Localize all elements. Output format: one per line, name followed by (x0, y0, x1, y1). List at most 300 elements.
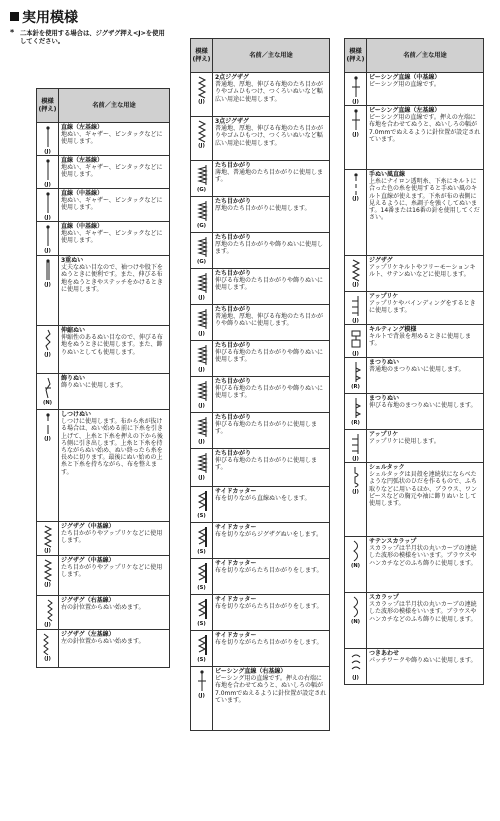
pattern-cell (37, 522, 59, 556)
pattern-cell (191, 161, 213, 197)
side-cutter-icon (191, 525, 212, 549)
pattern-cell (345, 170, 367, 256)
presser-foot-label: (J) (198, 403, 205, 409)
description-cell (367, 256, 484, 292)
presser-foot-label: (S) (197, 513, 206, 519)
side-cutter-icon (191, 489, 212, 513)
table-header-row (345, 39, 484, 73)
table-row (345, 394, 484, 430)
pattern-cell (37, 596, 59, 630)
description-cell (367, 649, 484, 685)
stitch-usage: 布を切りながらたち目かがりをします。 (215, 639, 323, 647)
overcast-icon (191, 379, 212, 403)
table-row (37, 156, 170, 189)
description-cell (213, 559, 330, 595)
stitch-name: スカラップ (369, 594, 399, 601)
stitch-usage: 普通地のまつりぬいに使用します。 (369, 366, 465, 374)
twin-needle-note: * 二本針を使用する場合は、ジグザグ押え<J>を使用してください。 (10, 28, 165, 45)
pattern-cell (37, 222, 59, 256)
presser-foot-label: (J) (198, 367, 205, 373)
joining-icon (345, 651, 366, 675)
stitch-usage: 地ぬい、ギャザー、ピンタックなどに使用します。 (61, 230, 163, 245)
straight-stitch-icon (37, 125, 58, 149)
header-name-cell: 名前／主な用途 (59, 89, 170, 123)
pattern-cell (345, 537, 367, 593)
pattern-cell (191, 341, 213, 377)
description-cell (59, 556, 170, 596)
stitch-name: まつりぬい (369, 395, 400, 402)
table-row (345, 649, 484, 685)
stitch-usage: 普通地、厚地、伸びる布地のたち目かがりやゴムひもつけ、つくろいぬいなど幅広い用途に使用します。 (215, 81, 324, 103)
stitch-name: ジグザグ (369, 257, 393, 264)
table-row (191, 341, 330, 377)
stitch-name: サイドカッター (215, 524, 257, 531)
description-cell (367, 106, 484, 170)
description-cell (59, 374, 170, 410)
stitch-name: ジグザグ（右基線） (61, 597, 115, 604)
description-cell (367, 430, 484, 463)
stitch-name: 直線（左基線） (61, 124, 104, 131)
presser-foot-label: (R) (351, 420, 360, 426)
stretch-stitch-icon (37, 328, 58, 352)
description-cell (213, 631, 330, 667)
shell-tuck-icon (345, 465, 366, 489)
overcast-icon (191, 415, 212, 439)
stitch-name: たち目かがり (215, 162, 252, 169)
stitch-usage: キルトで背景を埋めるときに使用します。 (369, 333, 471, 348)
table-row (345, 537, 484, 593)
table-row (191, 413, 330, 449)
applique-icon (345, 432, 366, 456)
piecing-icon (345, 108, 366, 132)
presser-foot-label: (J) (44, 436, 51, 442)
table-row (345, 463, 484, 537)
presser-foot-label: (G) (197, 187, 206, 193)
stitch-name: たち目かがり (215, 306, 252, 313)
stitch-name: たち目かがり (215, 234, 252, 241)
straight-stitch-icon (37, 224, 58, 248)
presser-foot-label: (J) (352, 675, 359, 681)
stitch-usage: 厚地のたち目かがりや飾りぬいに使用します。 (215, 241, 324, 256)
table-row (37, 596, 170, 630)
pattern-cell (345, 430, 367, 463)
header-name-cell: 名前／主な用途 (367, 39, 484, 73)
stitch-name: 飾りぬい (61, 375, 86, 382)
stitch-name: 直線（中基線） (61, 223, 104, 230)
stitch-name: たち目かがり (215, 342, 252, 349)
description-cell (59, 156, 170, 189)
overcast-icon (191, 271, 212, 295)
pattern-cell (345, 106, 367, 170)
presser-foot-label: (J) (198, 475, 205, 481)
presser-foot-label: (J) (352, 196, 359, 202)
pattern-cell (191, 413, 213, 449)
presser-foot-label: (J) (44, 622, 51, 628)
description-cell (213, 449, 330, 487)
stitch-usage: アップリケやバインディングをするときに使用します。 (369, 300, 476, 315)
stitch-usage: ピーシング用の直線です。押えの右端に布地を合わせてぬうと、ぬいしろの幅が7.0mmでぬえるように針位置が設定されています。 (215, 675, 327, 704)
table-row (191, 449, 330, 487)
stitch-usage: たち目かがりやアップリケなどに使用します。 (61, 530, 163, 545)
description-cell (59, 123, 170, 156)
description-cell (367, 73, 484, 106)
header-foot-cell: 模様 (押え) (191, 39, 213, 73)
stitch-usage: 普通地、厚地、伸びる布地のたち目かがりや飾りぬいに使用します。 (215, 313, 324, 328)
stitch-table-3 (344, 38, 484, 685)
square-bullet-icon (10, 12, 19, 21)
pattern-cell (37, 189, 59, 222)
table-row (37, 256, 170, 326)
zigzag-3step-icon (191, 119, 212, 143)
zigzag-icon (37, 524, 58, 548)
table-row (345, 358, 484, 394)
stitch-name: 2点ジグザグ (215, 74, 249, 81)
pattern-cell (191, 523, 213, 559)
presser-foot-label: (J) (44, 582, 51, 588)
description-cell (213, 341, 330, 377)
stitch-usage: 上糸にナイロン透明糸、下糸にキルトに合った色の糸を使用すると手ぬい風のキルト直線が使えます。下糸が布の表側に見えるように、糸調子を強くしてぬいます。14番または16番の針を使用してください。 (369, 178, 480, 222)
presser-foot-label: (R) (351, 384, 360, 390)
presser-foot-label: (J) (44, 182, 51, 188)
stitch-usage: 布を切りながらたち目かがりをします。 (215, 567, 323, 575)
description-cell (213, 161, 330, 197)
stitch-name: サイドカッター (215, 632, 257, 639)
stitch-name: まつりぬい (369, 359, 400, 366)
description-cell (59, 522, 170, 556)
stitch-name: ピーシング直線（中基線） (369, 74, 441, 81)
blind-hem-icon (345, 396, 366, 420)
stitch-name: ジグザグ（中基線） (61, 557, 115, 564)
stitch-usage: 飾りぬいに使用します。 (61, 382, 127, 390)
stitch-usage: スカラップは半月状の丸いカーブの連続した波形の模様をいいます。ブラウスやハンカチなどのふち飾りに使用します。 (369, 545, 477, 567)
table-row (191, 631, 330, 667)
overcast-icon (191, 343, 212, 367)
header-foot-cell: 模様 (押え) (345, 39, 367, 73)
pattern-cell (191, 197, 213, 233)
stitch-name: ピーシング直線（左基線） (369, 107, 441, 114)
overcast-icon (191, 163, 212, 187)
table-row (191, 73, 330, 117)
table-row (191, 523, 330, 559)
table-row (37, 123, 170, 156)
table-row (191, 197, 330, 233)
overcast-icon (191, 307, 212, 331)
table-row (37, 410, 170, 522)
stitch-name: アップリケ (369, 431, 399, 438)
pattern-cell (345, 358, 367, 394)
pattern-cell (191, 559, 213, 595)
blind-hem-icon (345, 360, 366, 384)
stitch-name: 直線（中基線） (61, 190, 104, 197)
presser-foot-label: (J) (352, 489, 359, 495)
table-row (37, 189, 170, 222)
side-cutter-icon (191, 597, 212, 621)
description-cell (213, 197, 330, 233)
pattern-cell (345, 593, 367, 649)
description-cell (59, 410, 170, 522)
quilting-icon (345, 327, 366, 351)
presser-foot-label: (N) (350, 563, 361, 569)
table-header-row (37, 89, 170, 123)
table-row (37, 374, 170, 410)
description-cell (59, 326, 170, 374)
presser-foot-label: (J) (44, 248, 51, 254)
stitch-usage: アップリケに使用します。 (369, 438, 440, 446)
stitch-name: サイドカッター (215, 488, 257, 495)
stitch-name: しつけぬい (61, 411, 92, 418)
presser-foot-label: (J) (44, 149, 51, 155)
presser-foot-label: (J) (352, 99, 359, 105)
description-cell (367, 325, 484, 358)
table-row (37, 556, 170, 596)
pattern-cell (37, 410, 59, 522)
description-cell (367, 292, 484, 325)
table-row (345, 256, 484, 292)
table-row (191, 305, 330, 341)
table-row (345, 292, 484, 325)
presser-foot-label: (S) (197, 549, 206, 555)
presser-foot-label: (S) (197, 585, 206, 591)
stitch-usage: 布を切りながらジグザグぬいをします。 (215, 531, 323, 539)
stitch-table-2 (190, 38, 330, 731)
table-row (191, 161, 330, 197)
description-cell (367, 394, 484, 430)
presser-foot-label: (J) (44, 215, 51, 221)
asterisk-icon: * (10, 28, 15, 37)
presser-foot-label: (J) (44, 656, 51, 662)
zigzag-right-icon (37, 598, 58, 622)
pattern-cell (345, 649, 367, 685)
scallop-icon (345, 539, 366, 563)
description-cell (59, 256, 170, 326)
stitch-usage: ピーシング用の直線です。押えの左端に布地を合わせてぬうと、ぬいしろの幅が7.0mmでぬえるように針位置が設定されています。 (369, 114, 481, 143)
page-title: 実用模様 (10, 7, 78, 27)
stitch-name: たち目かがり (215, 378, 252, 385)
stitch-usage: 右の針位置からぬい始めます。 (61, 604, 145, 612)
pattern-cell (37, 156, 59, 189)
presser-foot-label: (J) (198, 295, 205, 301)
stitch-usage: しつけに使用します。布から糸が抜ける場合は、ぬい始める前に下糸を引き上げて、上糸と下糸を押えの下から後ろ側に引き出します。上糸と下糸を持ちながらぬい始め、ぬい終ったら糸を長めに切ります。最後にぬい始めの上糸と下糸を持ちながら、布を整えます。 (61, 418, 164, 476)
pattern-cell (345, 394, 367, 430)
stitch-name: サイドカッター (215, 560, 257, 567)
stitch-usage: たち目かがりやアップリケなどに使用します。 (61, 564, 163, 579)
stitch-name: サイドカッター (215, 596, 257, 603)
description-cell (213, 487, 330, 523)
presser-foot-label: (J) (352, 282, 359, 288)
stitch-name: 伸縮ぬい (61, 327, 86, 334)
description-cell (59, 222, 170, 256)
description-cell (213, 117, 330, 161)
description-cell (213, 73, 330, 117)
pattern-cell (191, 305, 213, 341)
pattern-cell (345, 292, 367, 325)
side-cutter-icon (191, 561, 212, 585)
description-cell (367, 537, 484, 593)
stitch-usage: 地ぬい、ギャザー、ピンタックなどに使用します。 (61, 197, 163, 212)
triple-stitch-icon (37, 258, 58, 282)
stitch-usage: パッチワークや飾りぬいに使用します。 (369, 657, 477, 665)
pattern-cell (191, 233, 213, 269)
pattern-cell (191, 667, 213, 731)
pattern-cell (191, 631, 213, 667)
scallop-icon (345, 595, 366, 619)
description-cell (213, 233, 330, 269)
stitch-usage: 伸縮性のあるぬい目なので、伸びる布地をぬうときに使用します。また、飾りぬいとしても使用します。 (61, 334, 163, 356)
description-cell (213, 377, 330, 413)
decorative-stitch-icon (37, 376, 58, 400)
pattern-cell (37, 123, 59, 156)
stitch-usage: スカラップは半月状の丸いカーブの連続した波形の模様をいいます。ブラウスやハンカチなどのふち飾りに使用します。 (369, 601, 477, 623)
description-cell (213, 305, 330, 341)
piecing-icon (345, 75, 366, 99)
stitch-usage: 厚地のたち目かがりに使用します。 (215, 205, 311, 213)
table-row (191, 559, 330, 595)
table-row (345, 430, 484, 463)
stitch-name: たち目かがり (215, 198, 252, 205)
table-row (37, 326, 170, 374)
presser-foot-label: (J) (198, 99, 205, 105)
stitch-usage: 普通地、厚地、伸びる布地のたち目かがりやゴムひもつけ、つくろいぬいなど幅広い用途に使用します。 (215, 125, 324, 147)
stitch-name: 直線（左基線） (61, 157, 104, 164)
table-row (345, 73, 484, 106)
overcast-icon (191, 235, 212, 259)
description-cell (213, 595, 330, 631)
presser-foot-label: (J) (198, 331, 205, 337)
stitch-usage: 丈夫なぬい目なので、袖つけや股下をぬうときに便利です。また、伸びる布地をぬうときやステッチをかけるときに使用します。 (61, 264, 163, 293)
presser-foot-label: (J) (352, 351, 359, 357)
overcast-icon (191, 199, 212, 223)
straight-stitch-icon (37, 158, 58, 182)
stitch-name: ピーシング直線（右基線） (215, 668, 287, 675)
description-cell (367, 593, 484, 649)
stitch-usage: 左の針位置からぬい始めます。 (61, 638, 145, 646)
table-row (345, 593, 484, 649)
stitch-table-1 (36, 88, 170, 668)
presser-foot-label: (N) (42, 400, 53, 406)
table-row (191, 487, 330, 523)
zigzag-icon (37, 558, 58, 582)
pattern-cell (37, 374, 59, 410)
presser-foot-label: (J) (352, 132, 359, 138)
table-row (191, 269, 330, 305)
stitch-name: ジグザグ（左基線） (61, 631, 115, 638)
table-row (37, 522, 170, 556)
presser-foot-label: (S) (197, 657, 206, 663)
pattern-cell (191, 487, 213, 523)
presser-foot-label: (J) (44, 352, 51, 358)
presser-foot-label: (J) (198, 439, 205, 445)
table-row (345, 106, 484, 170)
description-cell (213, 523, 330, 559)
pattern-cell (37, 256, 59, 326)
table-row (37, 222, 170, 256)
stitch-usage: 伸びる布地のまつりぬいに使用します。 (369, 402, 477, 410)
stitch-usage: 布を切りながらたち目かがりをします。 (215, 603, 323, 611)
header-name-cell: 名前／主な用途 (213, 39, 330, 73)
presser-foot-label: (J) (44, 548, 51, 554)
stitch-name: たち目かがり (215, 414, 252, 421)
table-row (191, 233, 330, 269)
basting-stitch-icon (37, 412, 58, 436)
stitch-usage: 地ぬい、ギャザー、ピンタックなどに使用します。 (61, 164, 163, 179)
piecing-icon (191, 669, 212, 693)
table-row (345, 170, 484, 256)
stitch-name: たち目かがり (215, 450, 252, 457)
description-cell (367, 170, 484, 256)
pattern-cell (191, 377, 213, 413)
description-cell (367, 358, 484, 394)
applique-icon (345, 294, 366, 318)
overcast-icon (191, 451, 212, 475)
stitch-usage: 伸びる布地のたち目かがりに使用します。 (215, 457, 318, 472)
stitch-name: 3点ジグザグ (215, 118, 249, 125)
side-cutter-icon (191, 633, 212, 657)
stitch-name: 3重ぬい (61, 257, 84, 264)
description-cell (59, 596, 170, 630)
table-row (37, 630, 170, 668)
stitch-usage: 薄地、普通地のたち目かがりに使用します。 (215, 169, 324, 184)
description-cell (367, 463, 484, 537)
description-cell (59, 630, 170, 668)
pattern-cell (191, 117, 213, 161)
stitch-name: つきあわせ (369, 650, 400, 657)
stitch-usage: 布を切りながら直線ぬいをします。 (215, 495, 311, 503)
stitch-usage: アップリケキルトやフリーモーションキルト、サテンぬいなどに使用します。 (369, 264, 476, 279)
stitch-usage: シェルタックは貝殻を連続状にならべたような円弧状のひだを作るもので、ふち取りなどに用いるほか、ブラウス、ワンピースなどの胸元や袖に飾りぬいとして使用します。 (369, 471, 478, 508)
presser-foot-label: (G) (197, 259, 206, 265)
header-foot-cell: 模様 (押え) (37, 89, 59, 123)
table-row (345, 325, 484, 358)
pattern-cell (37, 326, 59, 374)
table-header-row (191, 39, 330, 73)
description-cell (59, 189, 170, 222)
presser-foot-label: (S) (197, 621, 206, 627)
stitch-usage: 伸びる布地のたち目かがりや飾りぬいに使用します。 (215, 277, 324, 292)
presser-foot-label: (J) (44, 282, 51, 288)
stitch-name: たち目かがり (215, 270, 252, 277)
zigzag-icon (345, 258, 366, 282)
stitch-usage: 地ぬい、ギャザー、ピンタックなどに使用します。 (61, 131, 163, 146)
presser-foot-label: (J) (352, 456, 359, 462)
table-row (191, 377, 330, 413)
stitch-usage: 伸びる布地のたち目かがりや飾りぬいに使用します。 (215, 385, 324, 400)
presser-foot-label: (N) (350, 619, 361, 625)
stitch-name: キルティング模様 (369, 326, 417, 333)
stitch-name: サテンスカラップ (369, 538, 417, 545)
description-cell (213, 269, 330, 305)
hand-look-icon (345, 172, 366, 196)
description-cell (213, 667, 330, 731)
table-row (191, 595, 330, 631)
stitch-name: ジグザグ（中基線） (61, 523, 115, 530)
pattern-cell (191, 595, 213, 631)
pattern-cell (345, 463, 367, 537)
pattern-cell (345, 73, 367, 106)
zigzag-2step-icon (191, 75, 212, 99)
pattern-cell (191, 449, 213, 487)
pattern-cell (345, 256, 367, 292)
presser-foot-label: (J) (352, 318, 359, 324)
stitch-name: アップリケ (369, 293, 399, 300)
pattern-cell (37, 556, 59, 596)
pattern-cell (37, 630, 59, 668)
description-cell (213, 413, 330, 449)
stitch-usage: ピーシング用の直線です。 (369, 81, 440, 89)
stitch-name: シェルタック (369, 464, 405, 471)
pattern-cell (191, 73, 213, 117)
table-row (191, 667, 330, 731)
presser-foot-label: (J) (198, 143, 205, 149)
